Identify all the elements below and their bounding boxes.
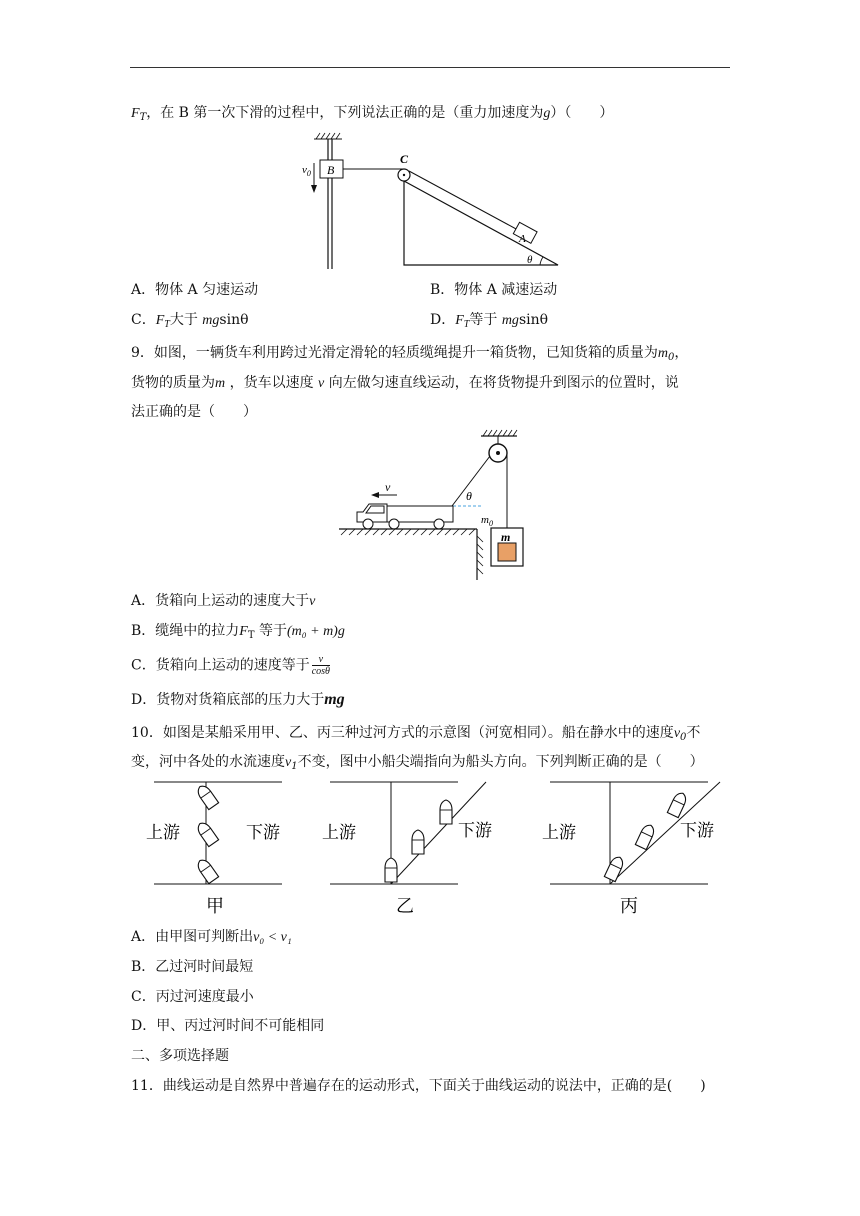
q9-v-label: v — [385, 480, 391, 494]
q9-option-d-expr: mg — [324, 691, 345, 708]
jia-downstream: 下游 — [246, 823, 280, 843]
q10-figure — [140, 780, 720, 920]
q9-option-c-text: C．货箱向上运动的速度等于 — [131, 657, 310, 674]
truck — [357, 504, 453, 529]
q8-option-d-prefix: D． — [430, 312, 456, 328]
cargo-m — [498, 543, 516, 561]
q9-line1-end: ， — [674, 345, 689, 361]
q8-option-c-text: 大于 — [169, 312, 198, 328]
q8-stem — [131, 103, 613, 128]
q9-m0-label: $m_0$ — [481, 514, 493, 528]
q9-frac-num: v — [318, 654, 324, 665]
q9-line2-text-a: 货物的质量为 — [131, 375, 215, 391]
q9-m0-subscript: 0 — [668, 352, 675, 363]
jia-upstream: 上游 — [146, 823, 180, 843]
panel-jia — [146, 782, 282, 917]
q9-theta-label: θ — [466, 489, 472, 503]
boat-bing-2 — [635, 823, 656, 850]
q10-option-b: B．乙过河时间最短 — [131, 959, 254, 975]
q10-line2-text-a: 变，河中各处的水流速度 — [131, 754, 285, 770]
section-heading: 二、多项选择题 — [131, 1048, 229, 1064]
q10-v0-subscript: 0 — [680, 732, 687, 743]
q9-option-b-text: B．缆绳中的拉力 — [131, 623, 240, 639]
q8-option-c-sin: sinθ — [219, 312, 249, 328]
q9-option-d-text: D．货物对货箱底部的压力大于 — [131, 692, 325, 708]
q9-option-b-expr: (m₀ + m)g — [286, 624, 345, 639]
caption-yi: 乙 — [396, 896, 414, 917]
q9-line2-text-b: ，货车以速度 — [229, 375, 314, 391]
q9-option-c — [131, 654, 330, 677]
q9-option-a-v: v — [309, 594, 316, 609]
q10-line2-text-b: 不变，图中小船尖端指向为船头方向。下列判断正确的是（ ） — [297, 754, 704, 770]
q9-option-a — [131, 591, 315, 612]
boat-jia-2 — [195, 820, 219, 847]
q9-v-symbol: v — [318, 376, 325, 391]
q8-option-d-ft: $F_T$ — [455, 313, 470, 330]
header-rule — [130, 67, 730, 68]
q9-stem-line3: 法正确的是（ ） — [131, 404, 257, 420]
q9-option-b-fsub: T — [247, 630, 255, 641]
q10-line1-text: 10．如图是某船采用甲、乙、丙三种过河方式的示意图（河宽相同）。船在静水中的速度 — [131, 725, 674, 741]
q8-option-c — [131, 310, 249, 335]
q8-stem-end: ）（ ） — [550, 105, 614, 121]
block-b-label: B — [327, 163, 335, 177]
q8-g-symbol: g — [543, 106, 551, 121]
q9-option-d — [131, 690, 345, 710]
q9-figure — [335, 428, 535, 583]
q9-line2-text-c: 向左做匀速直线运动，在将货物提升到图示的位置时，说 — [328, 375, 679, 391]
q10-option-a-text: A．由甲图可判断出 — [131, 929, 254, 945]
q8-figure — [300, 133, 562, 271]
q8-option-d-text: 等于 — [469, 312, 498, 328]
q9-option-b-eq: 等于 — [258, 623, 287, 639]
boat-yi-2 — [412, 830, 424, 854]
boat-yi-1 — [385, 858, 397, 882]
q9-m0-symbol: m — [657, 346, 669, 361]
panel-bing — [542, 782, 720, 917]
q8-ft-symbol: F — [131, 106, 140, 121]
boat-jia-3 — [195, 857, 219, 884]
q8-option-a: A．物体 A 匀速运动 — [131, 282, 259, 298]
q11-stem: 11．曲线运动是自然界中普遍存在的运动形式，下面关于曲线运动的说法中，正确的是( ) — [131, 1078, 706, 1094]
q9-option-b — [131, 621, 345, 646]
caption-bing: 丙 — [620, 896, 638, 917]
q10-stem-line1 — [131, 723, 700, 748]
q9-line1-text: 9．如图，一辆货车利用跨过光滑定滑轮的轻质缆绳提升一箱货物，已知货箱的质量为 — [131, 345, 658, 361]
panel-yi — [322, 782, 492, 917]
pulley-c-label: C — [400, 152, 409, 166]
caption-jia: 甲 — [206, 896, 224, 917]
q9-frac-den: cosθ — [311, 666, 330, 677]
yi-upstream: 上游 — [322, 823, 356, 843]
q10-option-a — [131, 927, 292, 948]
q10-v1-symbol: v — [285, 755, 292, 770]
q8-ft-subscript: T — [139, 112, 147, 123]
q9-option-a-text: A．货箱向上运动的速度大于 — [131, 593, 310, 609]
q10-option-c: C．丙过河速度最小 — [131, 989, 254, 1005]
bing-upstream: 上游 — [542, 823, 576, 843]
q9-m-symbol: m — [215, 376, 226, 391]
q10-line1-end: 不 — [686, 725, 701, 741]
q10-v1-subscript: 1 — [291, 761, 298, 772]
boat-jia-1 — [195, 783, 219, 810]
q9-stem-line1 — [131, 343, 688, 368]
q8-option-c-expr: mg — [202, 313, 220, 328]
boat-yi-3 — [440, 800, 452, 824]
boat-bing-1 — [604, 855, 625, 882]
boat-bing-3 — [667, 791, 688, 818]
q10-v0-symbol: v — [673, 726, 681, 741]
q9-option-c-fraction — [312, 654, 330, 677]
q8-option-c-prefix: C． — [131, 312, 156, 328]
q8-stem-text: ，在 B 第一次下滑的过程中，下列说法正确的是（重力加速度为 — [146, 105, 544, 121]
q10-option-a-expr: v₀ < v₁ — [253, 930, 292, 945]
bing-downstream: 下游 — [680, 821, 714, 841]
q8-option-d-sin: sinθ — [518, 312, 549, 328]
yi-downstream: 下游 — [458, 821, 492, 841]
q9-option-b-f: F — [239, 624, 248, 639]
q9-m-label: m — [501, 530, 511, 544]
q8-option-c-ft: $F_T$ — [155, 313, 170, 330]
block-a-label: A — [519, 233, 526, 245]
q10-option-d: D．甲、丙过河时间不可能相同 — [131, 1018, 325, 1034]
theta-label: θ — [527, 254, 533, 266]
q8-option-d-expr: mg — [501, 313, 519, 328]
v0-label: $v_0$ — [302, 164, 311, 178]
q8-option-b: B．物体 A 减速运动 — [430, 282, 558, 298]
q8-option-d — [430, 310, 548, 335]
q10-stem-line2 — [131, 752, 704, 777]
q9-stem-line2 — [131, 373, 679, 394]
